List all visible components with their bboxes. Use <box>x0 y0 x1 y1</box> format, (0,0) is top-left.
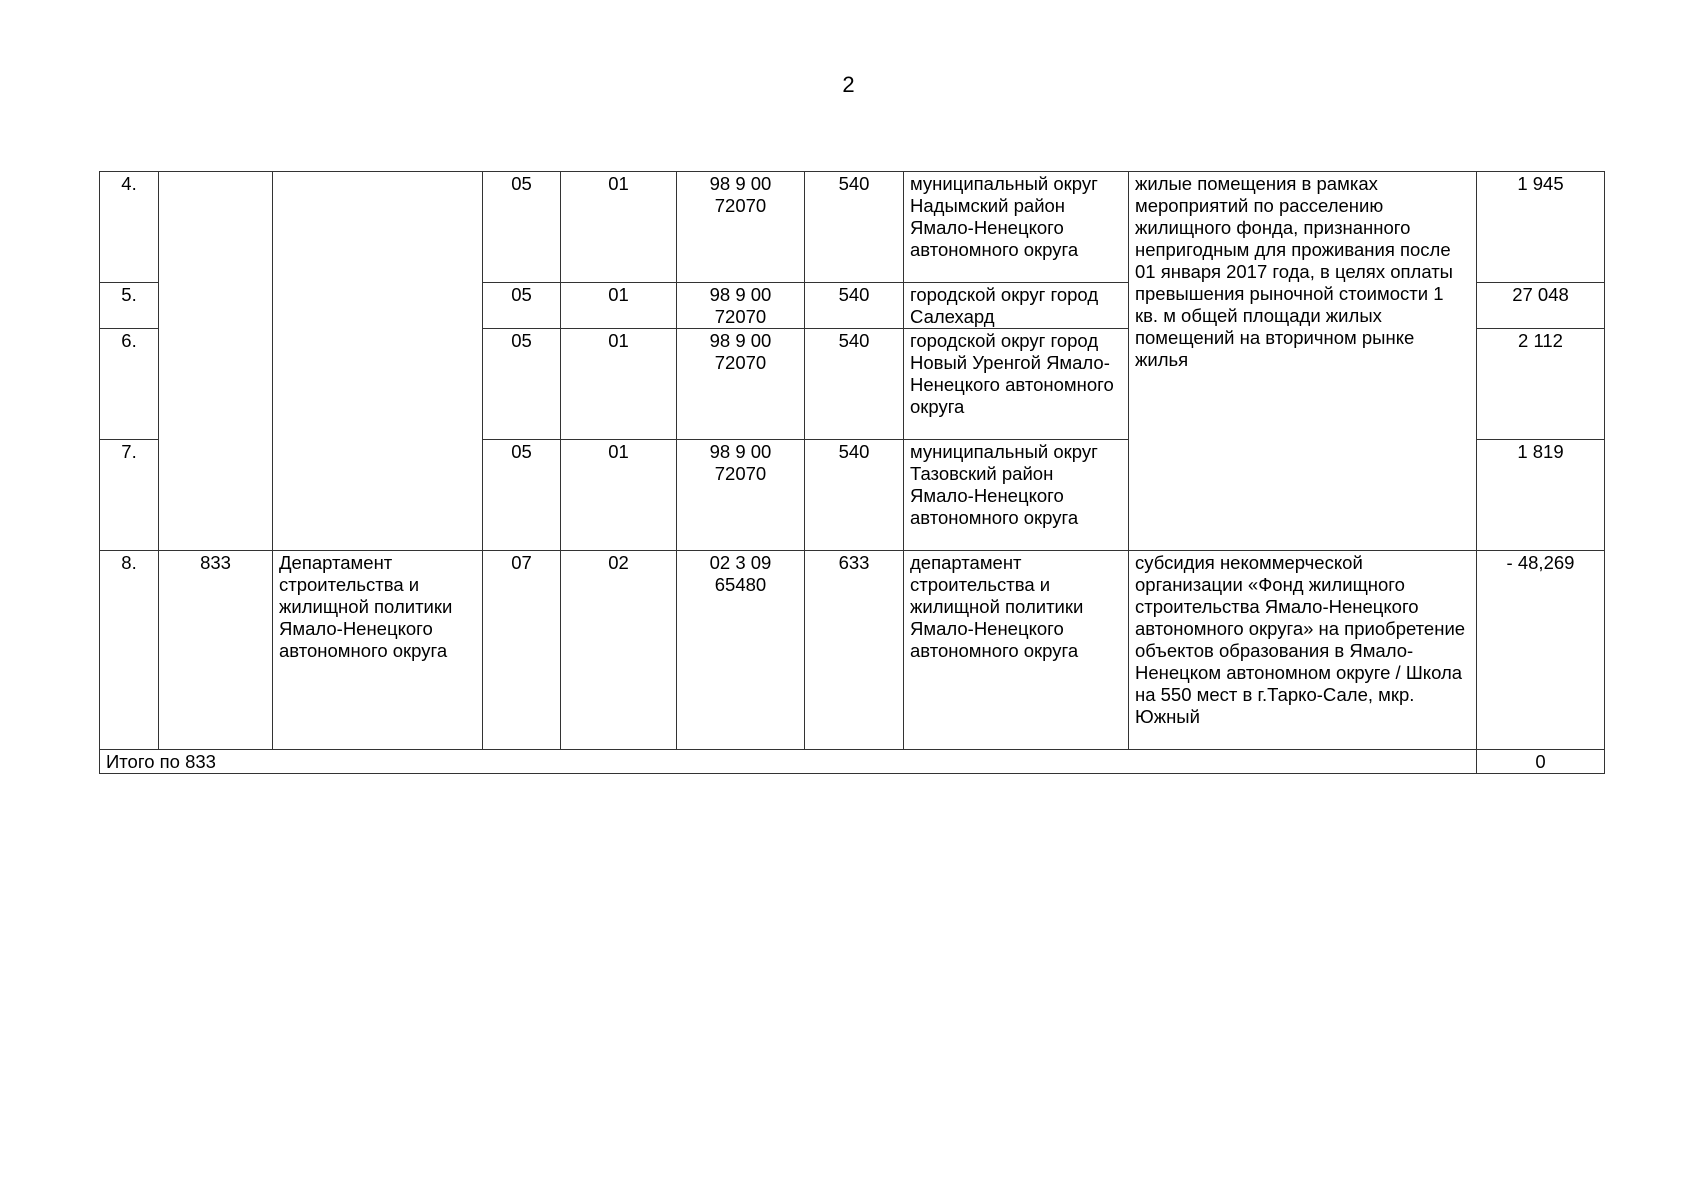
total-amount: 0 <box>1477 750 1605 774</box>
section-cell: 05 <box>483 329 561 440</box>
code-cell: 833 <box>159 551 273 750</box>
row-number: 4. <box>100 172 159 283</box>
section-cell: 05 <box>483 172 561 283</box>
target-article-cell: 98 9 00 72070 <box>677 440 805 551</box>
admin-cell-empty <box>273 172 483 551</box>
row-number: 8. <box>100 551 159 750</box>
subsection-cell: 02 <box>561 551 677 750</box>
expense-type-cell: 540 <box>805 283 904 329</box>
target-article-cell: 02 3 09 65480 <box>677 551 805 750</box>
recipient-cell: городской округ город Салехард <box>904 283 1129 329</box>
amount-cell: 1 819 <box>1477 440 1605 551</box>
subsection-cell: 01 <box>561 172 677 283</box>
expense-type-cell: 540 <box>805 440 904 551</box>
subsection-cell: 01 <box>561 283 677 329</box>
amount-cell: - 48,269 <box>1477 551 1605 750</box>
amount-cell: 2 112 <box>1477 329 1605 440</box>
admin-cell: Департамент строительства и жилищной политики Ямало-Ненецкого автономного округа <box>273 551 483 750</box>
code-cell-empty <box>159 172 273 551</box>
purpose-cell: жилые помещения в рамках мероприятий по расселению жилищного фонда, признанного непригодным для проживания после 01 января 2017 года, в целях оплаты превышения рыночной стоимости 1 кв. м общей площади жилых помещений на вторичном рынке жилья <box>1129 172 1477 551</box>
page-number: 2 <box>842 72 855 97</box>
target-article-cell: 98 9 00 72070 <box>677 172 805 283</box>
subsection-cell: 01 <box>561 440 677 551</box>
budget-table <box>99 171 1605 774</box>
recipient-cell: муниципальный округ Надымский район Ямало-Ненецкого автономного округа <box>904 172 1129 283</box>
recipient-cell: департамент строительства и жилищной политики Ямало-Ненецкого автономного округа <box>904 551 1129 750</box>
expense-type-cell: 540 <box>805 329 904 440</box>
table-row <box>100 172 1605 283</box>
recipient-cell: городской округ город Новый Уренгой Ямало-Ненецкого автономного округа <box>904 329 1129 440</box>
table-row <box>100 551 1605 750</box>
subsection-cell: 01 <box>561 329 677 440</box>
section-cell: 05 <box>483 440 561 551</box>
total-row <box>100 750 1605 774</box>
purpose-cell: субсидия некоммерческой организации «Фонд жилищного строительства Ямало-Ненецкого автономного округа» на приобретение объектов образования в Ямало-Ненецком автономном округе / Школа на 550 мест в г.Тарко-Сале, мкр. Южный <box>1129 551 1477 750</box>
amount-cell: 27 048 <box>1477 283 1605 329</box>
section-cell: 07 <box>483 551 561 750</box>
target-article-cell: 98 9 00 72070 <box>677 283 805 329</box>
row-number: 5. <box>100 283 159 329</box>
amount-cell: 1 945 <box>1477 172 1605 283</box>
expense-type-cell: 540 <box>805 172 904 283</box>
total-label: Итого по 833 <box>100 750 1477 774</box>
recipient-cell: муниципальный округ Тазовский район Ямало-Ненецкого автономного округа <box>904 440 1129 551</box>
target-article-cell: 98 9 00 72070 <box>677 329 805 440</box>
row-number: 7. <box>100 440 159 551</box>
row-number: 6. <box>100 329 159 440</box>
section-cell: 05 <box>483 283 561 329</box>
expense-type-cell: 633 <box>805 551 904 750</box>
